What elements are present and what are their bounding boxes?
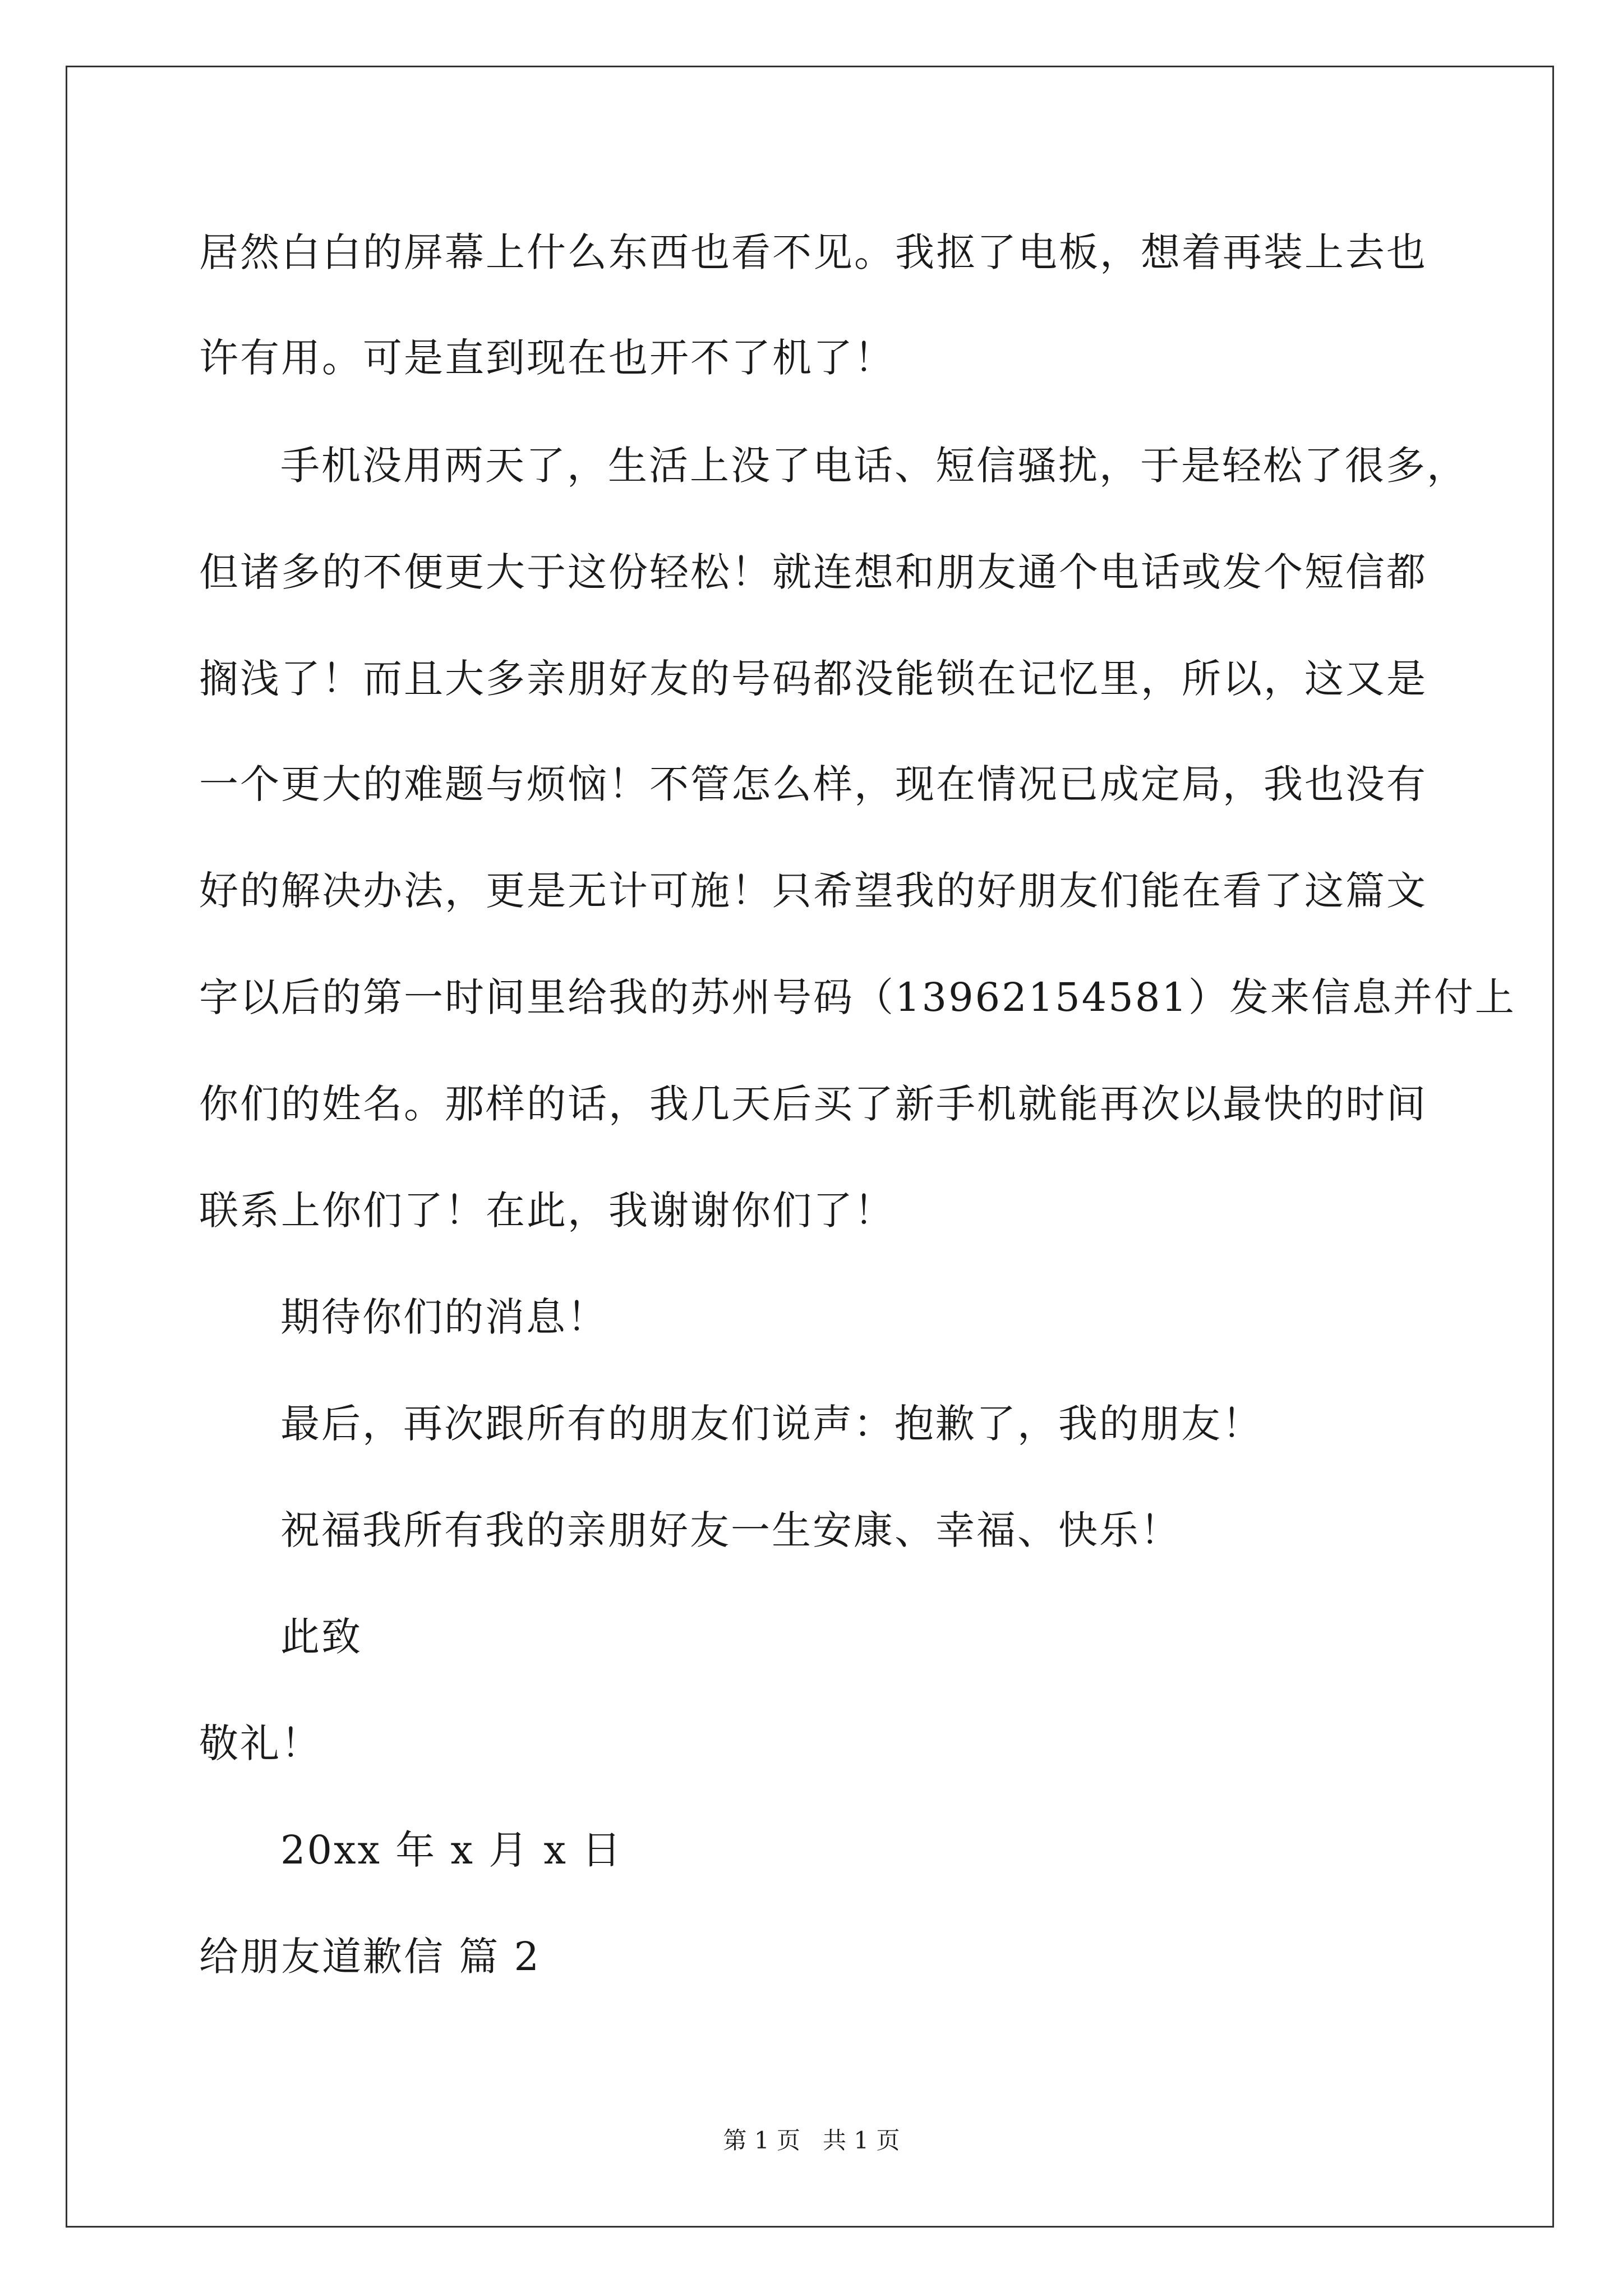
paragraph-line: 好的解决办法，更是无计可施！只希望我的好朋友们能在看了这篇文 — [199, 868, 1427, 914]
section-heading: 给朋友道歉信 篇 2 — [199, 1934, 541, 1980]
paragraph-line: 联系上你们了！在此，我谢谢你们了！ — [199, 1188, 895, 1234]
paragraph-line: 手机没用两天了，生活上没了电话、短信骚扰，于是轻松了很多， — [280, 443, 1468, 489]
page-number-footer: 第 1 页 共 1 页 — [723, 2127, 900, 2154]
paragraph-line: 搁浅了！而且大多亲朋好友的号码都没能锁在记忆里，所以，这又是 — [199, 656, 1427, 702]
paragraph-line: 期待你们的消息！ — [280, 1294, 608, 1340]
paragraph-line: 一个更大的难题与烦恼！不管怎么样，现在情况已成定局，我也没有 — [199, 761, 1427, 807]
date-line: 20xx 年 x 月 x 日 — [280, 1827, 623, 1873]
page-border — [66, 66, 1554, 2228]
paragraph-line: 祝福我所有我的亲朋好友一生安康、幸福、快乐！ — [280, 1507, 1181, 1553]
salutation-line: 敬礼！ — [199, 1720, 322, 1766]
paragraph-line: 但诸多的不便更大于这份轻松！就连想和朋友通个电话或发个短信都 — [199, 549, 1427, 595]
paragraph-line: 你们的姓名。那样的话，我几天后买了新手机就能再次以最快的时间 — [199, 1081, 1427, 1127]
paragraph-line: 许有用。可是直到现在也开不了机了！ — [199, 335, 895, 381]
paragraph-line: 最后，再次跟所有的朋友们说声：抱歉了，我的朋友！ — [280, 1401, 1263, 1447]
paragraph-line: 字以后的第一时间里给我的苏州号码（13962154581）发来信息并付上 — [199, 974, 1516, 1020]
paragraph-line: 居然白白的屏幕上什么东西也看不见。我抠了电板，想着再装上去也 — [199, 229, 1427, 275]
closing-line: 此致 — [280, 1614, 362, 1660]
